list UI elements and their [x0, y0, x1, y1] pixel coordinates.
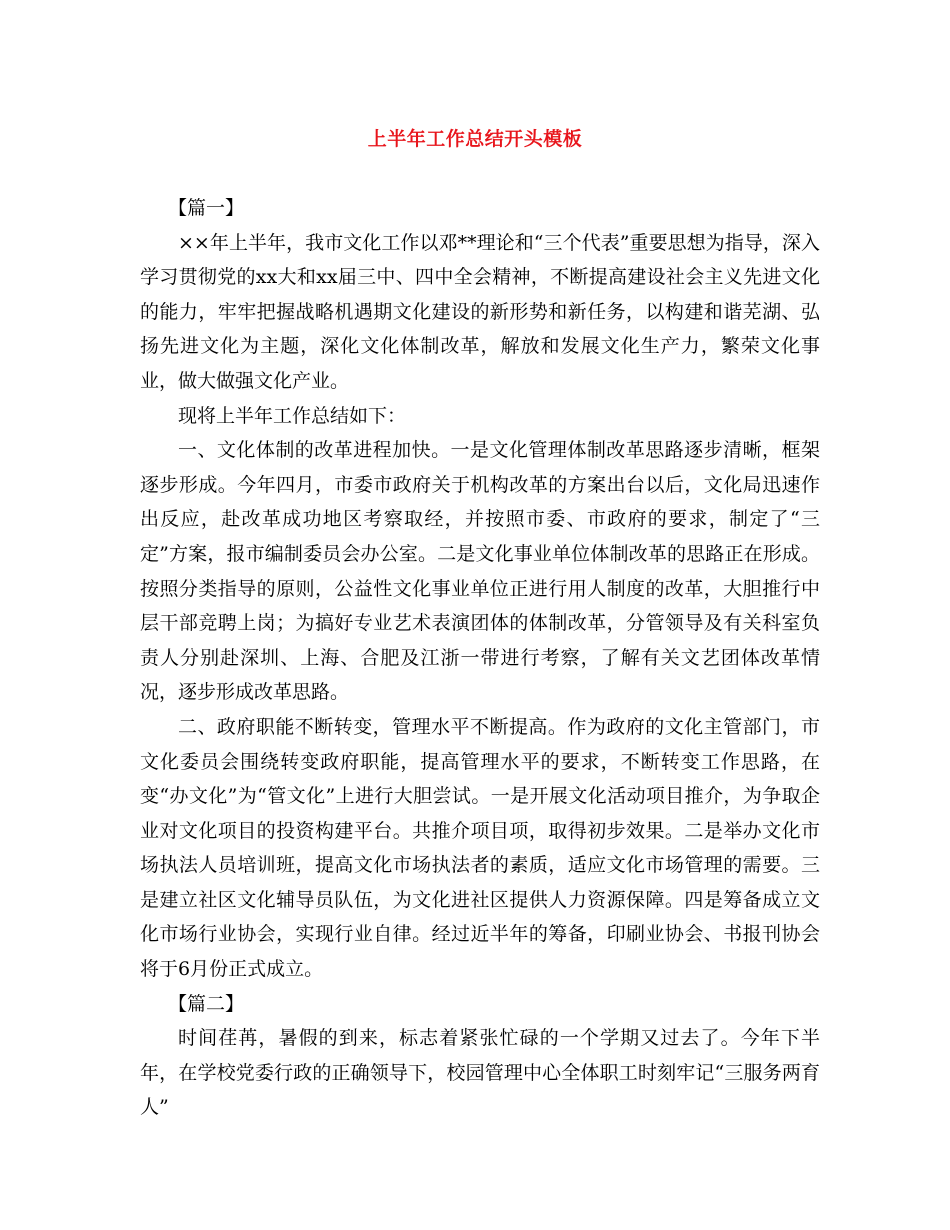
paragraph: 一、文化体制的改革进程加快。一是文化管理体制改革思路逐步清晰，框架逐步形成。今年四月，市委市政府关于机构改革的方案出台以后，文化局迅速作出反应，赴改革成功地区考察取经，并按照市委、市政府的要求，制定了“三定”方案，报市编制委员会办公室。二是文化事业单位体制改革的思路正在形成。按照分类指导的原则，公益性文化事业单位正进行用人制度的改革，大胆推行中层干部竞聘上岗；为搞好专业艺术表演团体的体制改革，分管领导及有关科室负责人分别赴深圳、上海、合肥及江浙一带进行考察，了解有关文艺团体改革情况，逐步形成改革思路。 — [140, 439, 820, 704]
paragraph: ××年上半年，我市文化工作以邓**理论和“三个代表”重要思想为指导，深入学习贯彻党的xx大和xx届三中、四中全会精神，不断提高建设社会主义先进文化的能力，牢牢把握战略机遇期文化建设的新形势和新任务，以构建和谐芜湖、弘扬先进文化为主题，深化文化体制改革，解放和发展文化生产力，繁荣文化事业，做大做强文化产业。 — [140, 231, 820, 392]
paragraph: 现将上半年工作总结如下： — [178, 404, 407, 427]
paragraph: 时间荏苒，暑假的到来，标志着紧张忙碌的一个学期又过去了。今年下半年，在学校党委行政的正确领导下，校园管理中心全体职工时刻牢记“三服务两育人” — [140, 1027, 820, 1119]
document-title: 上半年工作总结开头模板 — [367, 128, 583, 150]
section-heading-1: 【篇一】 — [168, 197, 245, 219]
section-heading-2: 【篇二】 — [168, 992, 245, 1015]
document-body — [140, 191, 820, 1125]
paragraph: 二、政府职能不断转变，管理水平不断提高。作为政府的文化主管部门，市文化委员会围绕转变政府职能，提高管理水平的要求，不断转变工作思路，在变“办文化”为“管文化”上进行大胆尝试。一是开展文化活动项目推介，为争取企业对文化项目的投资构建平台。共推介项目项，取得初步效果。二是举办文化市场执法人员培训班，提高文化市场执法者的素质，适应文化市场管理的需要。三是建立社区文化辅导员队伍，为文化进社区提供人力资源保障。四是筹备成立文化市场行业协会，实现行业自律。经过近半年的筹备，印刷业协会、书报刊协会将于6月份正式成立。 — [140, 715, 820, 981]
